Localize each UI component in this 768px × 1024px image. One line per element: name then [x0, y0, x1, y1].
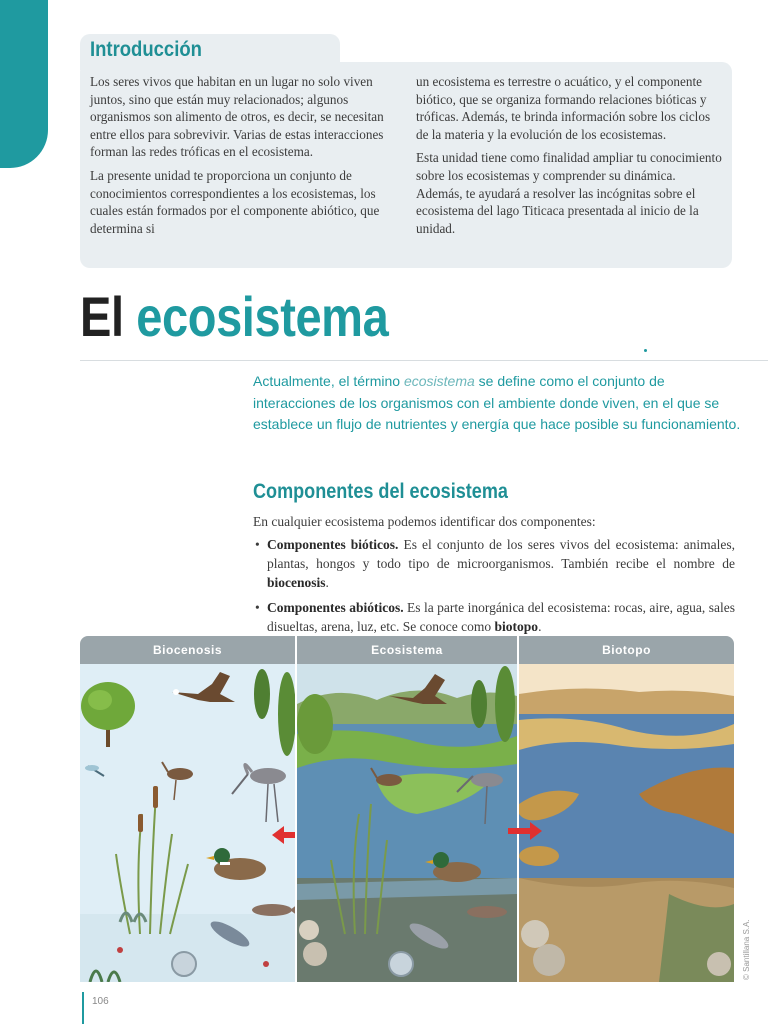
figure-label-ecosistema: Ecosistema: [297, 636, 517, 664]
decorative-dot: [644, 349, 647, 352]
list-item-biotic: • Componentes bióticos. Es el conjunto de los seres vivos del ecosistema: animales, plantas, hongos y todo tipo de microorganismos. También recibe el nombre de biocenosis.: [253, 535, 735, 592]
intro-column-right: [416, 73, 722, 243]
title-word-el: El: [80, 285, 124, 348]
title-word-ecosistema: ecosistema: [136, 285, 389, 348]
intro-paragraph: Esta unidad tiene como finalidad ampliar tu conocimiento sobre los ecosistemas y comprender su dinámica. Además, te ayudará a resolver las incógnitas sobre el ecosistema del lago Titicaca presentada al inicio de la unidad.: [416, 150, 722, 236]
section-title: Componentes del ecosistema: [253, 480, 508, 503]
intro-paragraph: La presente unidad te proporciona un conjunto de conocimientos correspondientes a los ecosistemas, los cuales están formados por el componente abiótico, que determina si: [90, 167, 380, 236]
ecosystem-figure: [80, 636, 734, 982]
arrow-right-icon: [508, 816, 548, 846]
intro-paragraph: Los seres vivos que habitan en un lugar no solo viven juntos, sino que están muy relacionados; algunos organismos son alimento de otros, es decir, se necesitan entre ellos para sobrevivir. Varias de estas interacciones forman las redes tróficas en el ecosistema.: [90, 74, 384, 160]
rock-icon: [521, 920, 549, 948]
intro-paragraph: un ecosistema es terrestre o acuático, y el componente biótico, que se organiza formando relaciones bióticas y tróficas. Además, te brinda información sobre los ciclos de la materia y la evolución de los ecosistemas.: [416, 74, 711, 142]
list-item-abiotic: • Componentes abióticos. Es la parte inorgánica del ecosistema: rocas, aire, agua, sales disueltas, arena, luz, etc. Se conoce como biotopo.: [253, 598, 735, 636]
tree-icon: [297, 694, 333, 754]
cypress-icon: [471, 680, 487, 728]
biotopo-illustration: [519, 664, 734, 982]
rock-icon: [707, 952, 731, 976]
snail-icon: [172, 952, 196, 976]
components-list: [253, 535, 735, 636]
biocenosis-illustration: [80, 664, 295, 982]
page-title: [80, 282, 388, 352]
intro-title: Introducción: [90, 38, 202, 61]
figure-label-biocenosis: Biocenosis: [80, 636, 295, 664]
corner-decoration: [0, 0, 48, 168]
keyword-biotopo: biotopo: [494, 619, 539, 634]
copyright-notice: © Santillana S.A.: [742, 919, 751, 980]
ecosistema-illustration: [297, 664, 517, 982]
components-intro: En cualquier ecosistema podemos identificar dos componentes:: [253, 514, 596, 529]
snail-icon: [389, 952, 413, 976]
keyword-biocenosis: biocenosis: [267, 575, 326, 590]
figure-label-biotopo: Biotopo: [519, 636, 734, 664]
lead-paragraph: Actualmente, el término ecosistema se define como el conjunto de interacciones de los organismos con el ambiente donde viven, en el que se establece un flujo de nutrientes y energía que hace posible su funcionamiento.: [253, 373, 741, 432]
page-number: 106: [92, 996, 109, 1007]
footer-rule: [82, 992, 84, 1024]
rock-icon: [533, 944, 565, 976]
title-divider: [80, 360, 768, 361]
components-body: [253, 512, 735, 642]
fish-icon: [467, 906, 507, 918]
cypress-icon: [254, 669, 270, 719]
term-ecosistema: ecosistema: [403, 373, 475, 389]
intro-column-left: [90, 73, 402, 243]
cypress-icon: [495, 666, 515, 742]
